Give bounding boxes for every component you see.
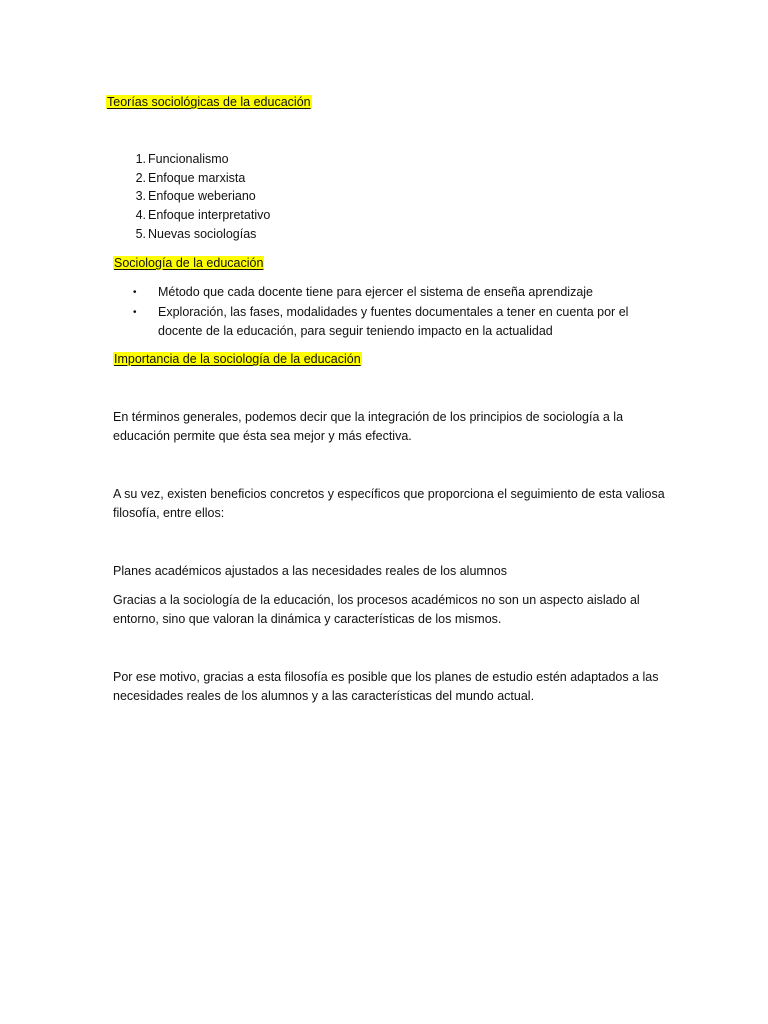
list-item (124, 225, 424, 244)
list-item-number: 5. (135, 226, 146, 241)
list-item (124, 169, 424, 188)
list-item-number: 1. (135, 152, 146, 166)
list-item (133, 303, 673, 343)
bullet-glyph: • (133, 307, 137, 318)
list-item (124, 150, 424, 169)
paragraph-1: En términos generales, podemos decir que la integración de los principios de sociología a la educación permite que ésta sea mejor y más efectiva. (113, 410, 624, 443)
list-item (133, 283, 673, 302)
heading-teorias (106, 93, 312, 112)
list-item-number: 3. (135, 189, 146, 204)
bullet-text: Método que cada docente tiene para ejercer el sistema de enseña aprendizaje (158, 285, 594, 299)
definition-bullets (133, 283, 673, 343)
heading-sociologia (113, 254, 264, 273)
heading-importancia-text: Importancia de la sociología de la educación (114, 352, 361, 366)
paragraph-2: A su vez, existen beneficios concretos y específicos que proporciona el seguimiento de esta valiosa filosofía, entre ellos: (113, 487, 665, 520)
list-item-label: Enfoque marxista (148, 170, 246, 185)
heading-sociologia-text: Sociología de la educación (114, 256, 264, 270)
heading-importancia (113, 350, 362, 369)
list-item-number: 4. (135, 208, 146, 223)
list-item-label: Nuevas sociologías (148, 226, 257, 241)
list-item-number: 2. (135, 170, 146, 185)
bullet-glyph: • (133, 287, 137, 298)
paragraph-3: Gracias a la sociología de la educación, los procesos académicos no son un aspecto aislado al entorno, sino que valoran la dinámica y características de los mismos. (113, 593, 640, 626)
list-item-label: Enfoque weberiano (148, 189, 256, 204)
list-item-label: Enfoque interpretativo (148, 208, 271, 223)
list-item (124, 206, 424, 225)
list-item (124, 187, 424, 206)
theories-list (124, 150, 424, 246)
subheading-planes: Planes académicos ajustados a las necesidades reales de los alumnos (113, 564, 507, 578)
bullet-text: Exploración, las fases, modalidades y fuentes documentales a tener en cuenta por el docente de la educación, para seguir teniendo impacto en la actualidad (158, 305, 629, 338)
list-item-label: Funcionalismo (148, 152, 229, 166)
paragraph-4: Por ese motivo, gracias a esta filosofía es posible que los planes de estudio estén adaptados a las necesidades reales de los alumnos y a las características del mundo actual. (113, 670, 659, 703)
heading-teorias-text: Teorías sociológicas de la educación (107, 95, 311, 109)
